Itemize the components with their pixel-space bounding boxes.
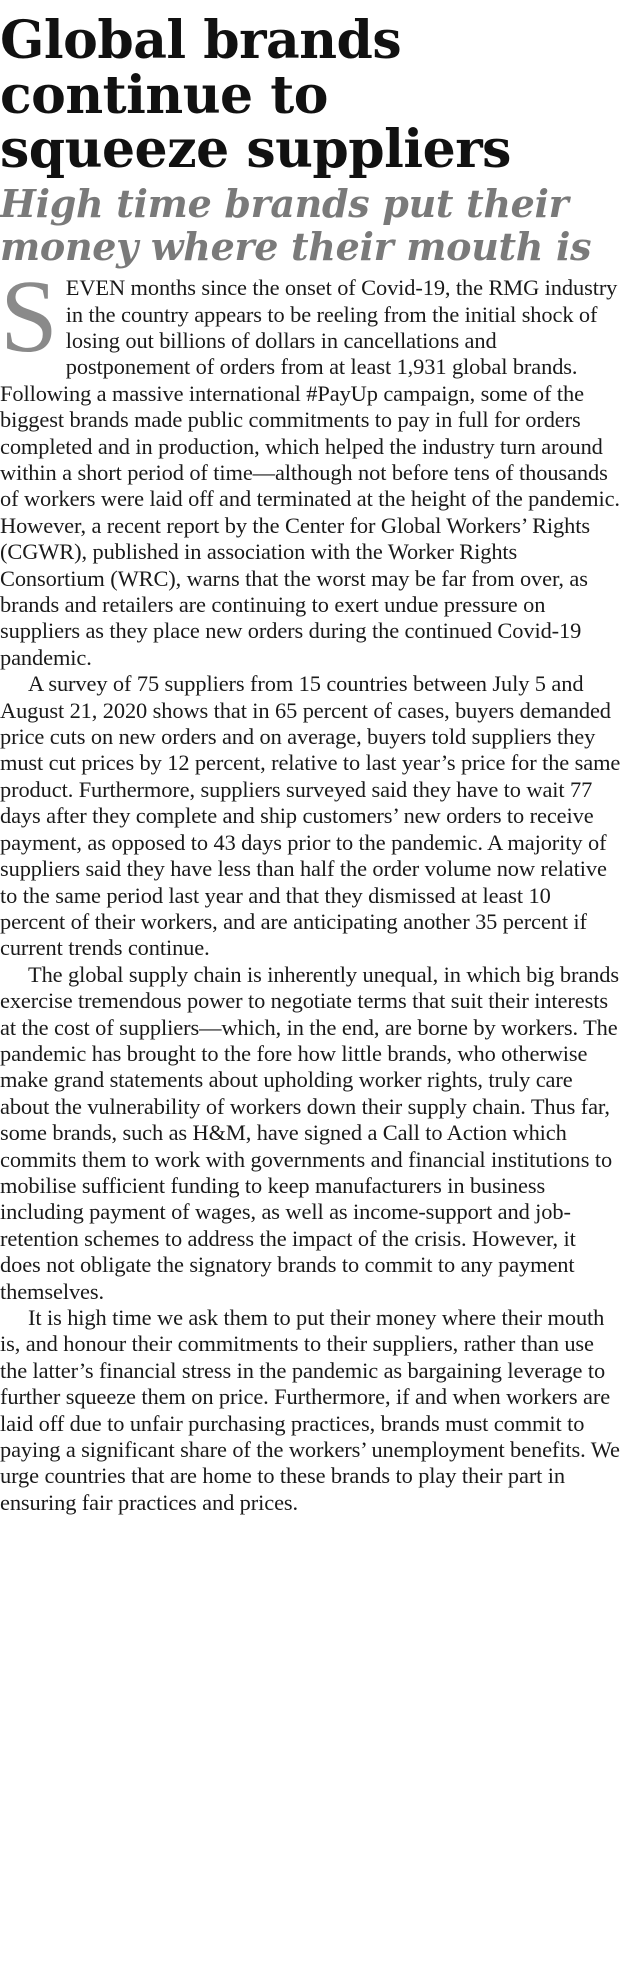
paragraph-2: A survey of 75 suppliers from 15 countries between July 5 and August 21, 2020 shows that in 65 percent of cases, buyers demanded price cuts on new orders and on average, buyers told suppliers they must cut prices by 12 percent, relative to last year’s price for the same product. Furthermore, suppliers surveyed said they have to wait 77 days after they complete and ship customers’ new orders to receive payment, as opposed to 43 days prior to the pandemic. A majority of suppliers said they have less than half the order volume now relative to the same period last year and that they dismissed at least 10 percent of their workers, and are anticipating another 35 percent if current trends continue.	[0, 671, 621, 961]
paragraph-1-text: EVEN months since the onset of Covid-19, the RMG industry in the country appears to be reeling from the initial shock of losing out billions of dollars in cancellations and postponement of orders from at least 1,931 global brands. Following a massive international #PayUp campaign, some of the biggest brands made public commitments to pay in full for orders completed and in production, which helped the industry turn around within a short period of time—although not before tens of thousands of workers were laid off and terminated at the height of the pandemic. However, a recent report by the Center for Global Workers’ Rights (CGWR), published in association with the Worker Rights Consortium (WRC), warns that the worst may be far from over, as brands and retailers are continuing to exert undue pressure on suppliers as they place new orders during the continued Covid-19 pandemic.	[0, 275, 620, 670]
headline	[0, 10, 621, 181]
article-body	[0, 259, 621, 1516]
subheadline: High time brands put their money where their mouth is	[0, 180, 592, 270]
headline-line-3: squeeze suppliers	[0, 119, 511, 181]
drop-cap: S	[0, 259, 58, 375]
headline-line-1: Global brands	[0, 10, 402, 71]
headline-line-2: continue to	[0, 64, 328, 126]
paragraph-4: It is high time we ask them to put their money where their mouth is, and honour their commitments to their suppliers, rather than use the latter’s financial stress in the pandemic as bargaining leverage to further squeeze them on price. Furthermore, if and when workers are laid off due to unfair purchasing practices, brands must commit to paying a significant share of the workers’ unemployment benefits. We urge countries that are home to these brands to play their part in ensuring fair practices and prices.	[0, 1305, 620, 1515]
paragraph-1	[0, 259, 621, 671]
paragraph-3: The global supply chain is inherently unequal, in which big brands exercise tremendous power to negotiate terms that suit their interests at the cost of suppliers—which, in the end, are borne by workers. The pandemic has brought to the fore how little brands, who otherwise make grand statements about upholding worker rights, truly care about the vulnerability of workers down their supply chain. Thus far, some brands, such as H&M, have signed a Call to Action which commits them to work with governments and financial institutions to mobilise sufficient funding to keep manufacturers in business including payment of wages, as well as income-support and job-retention schemes to address the impact of the crisis. However, it does not obligate the signatory brands to commit to any payment themselves.	[0, 961, 619, 1304]
